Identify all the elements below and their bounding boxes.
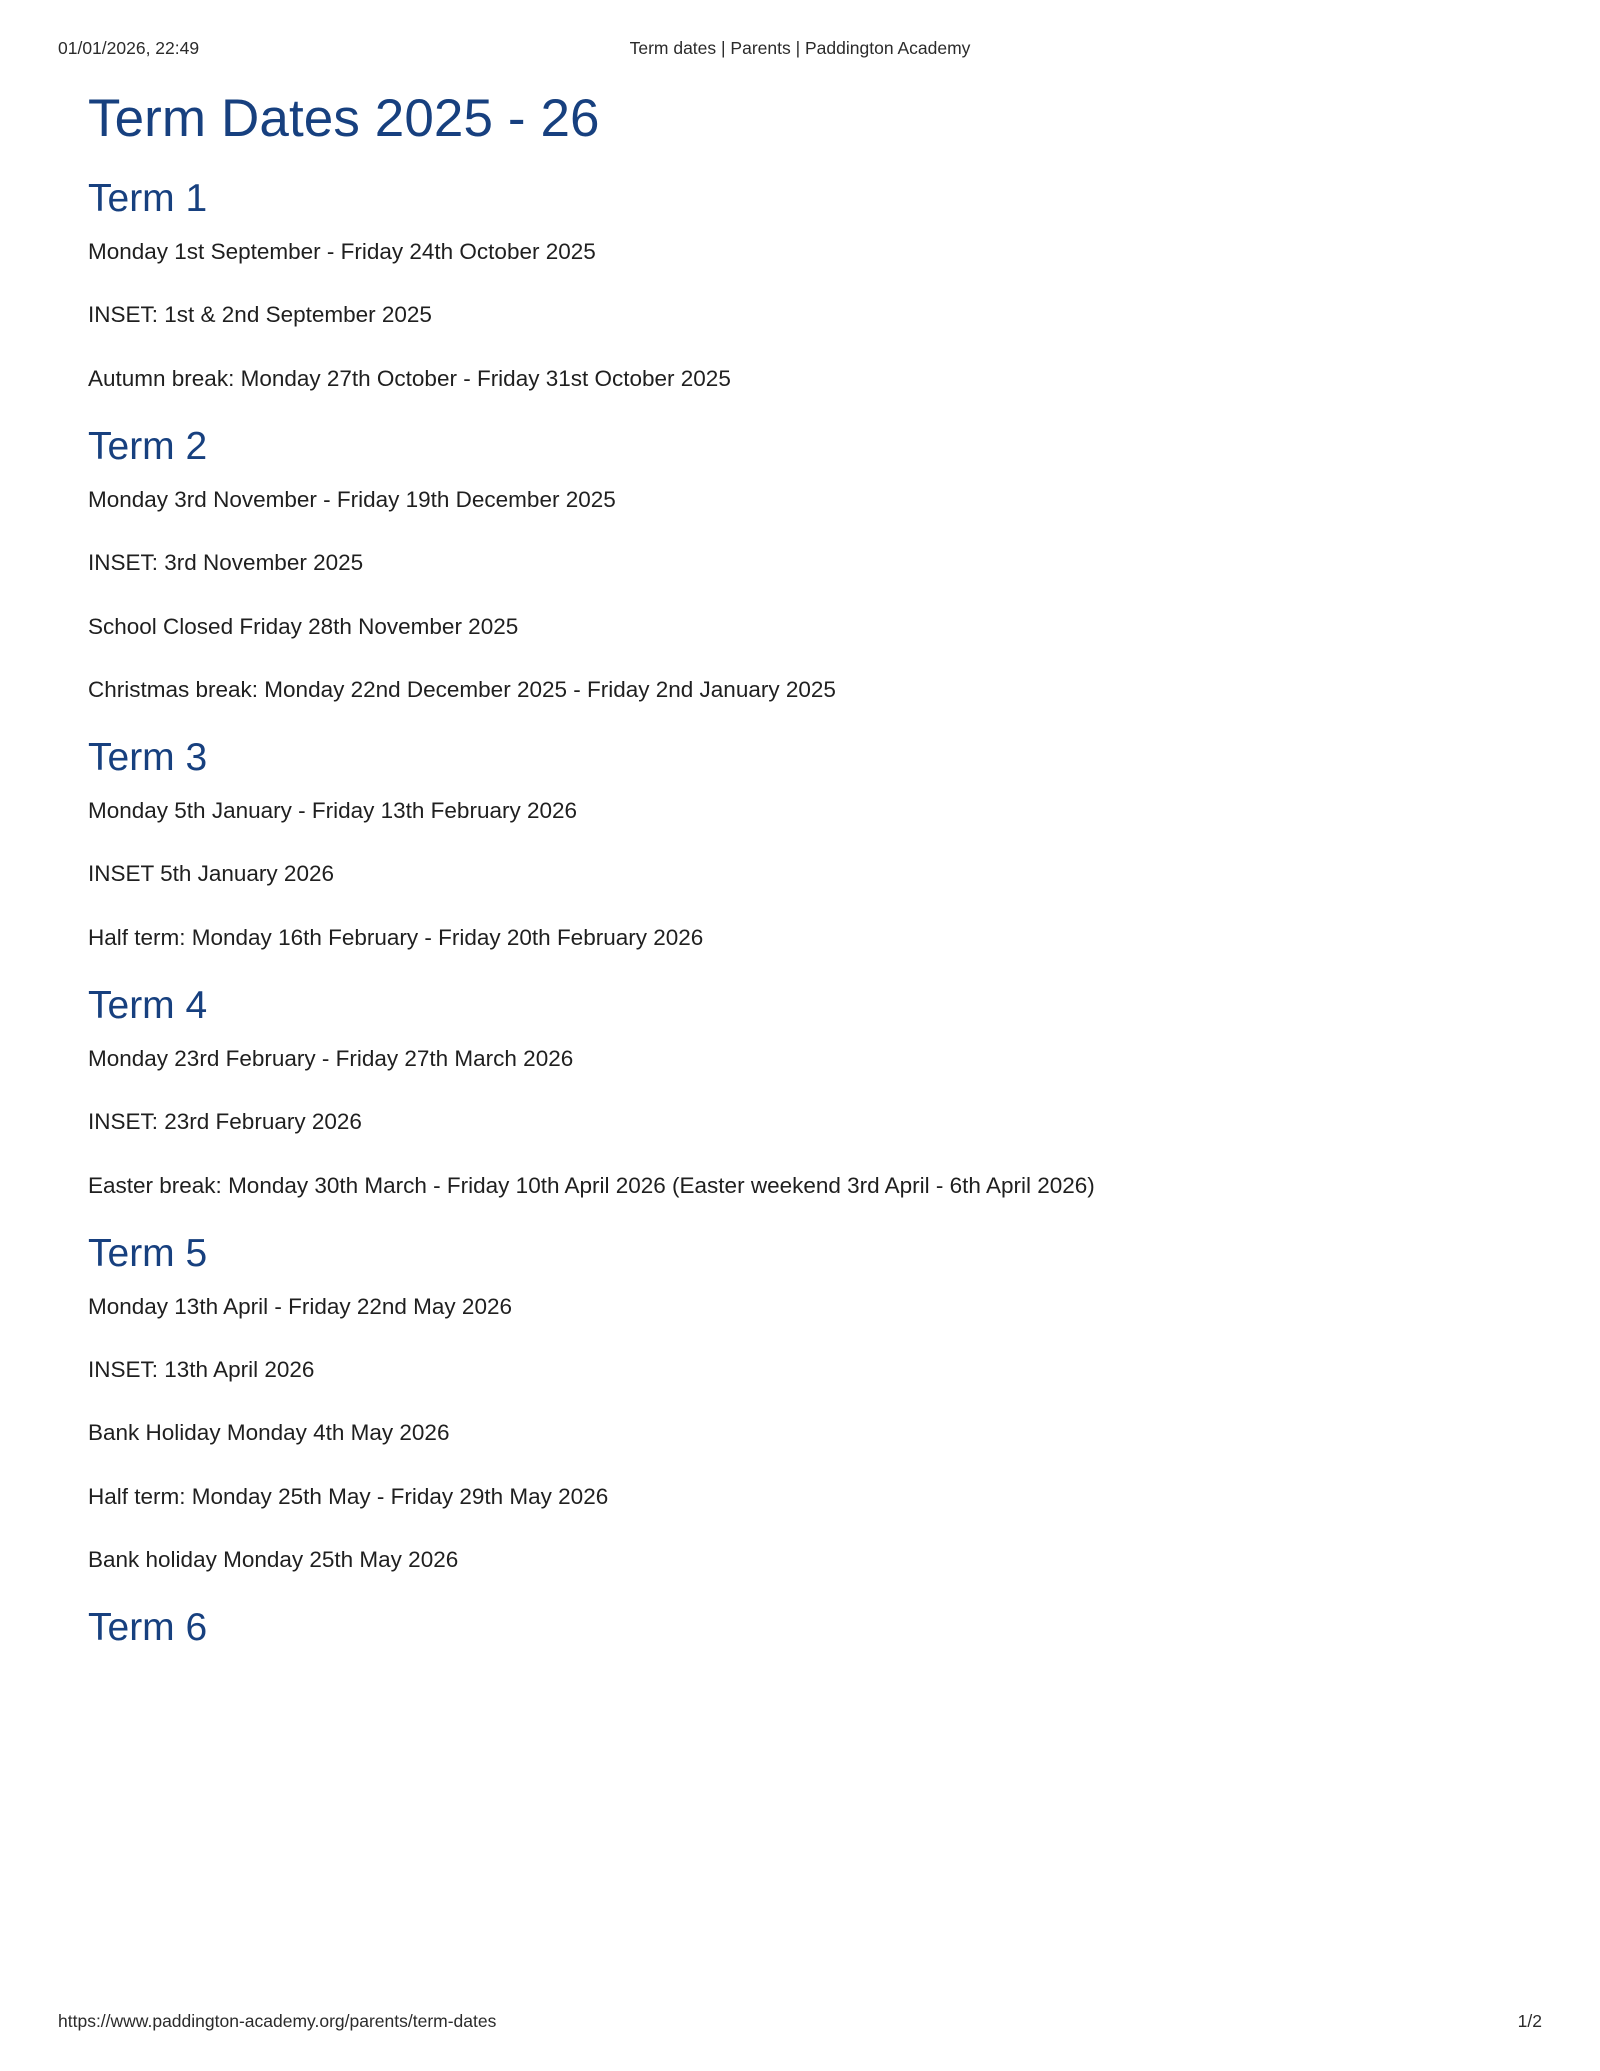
term-heading: Term 6 [88, 1606, 208, 1650]
term-line: Half term: Monday 25th May - Friday 29th May 2026 [88, 1483, 609, 1509]
term-line: Half term: Monday 16th February - Friday 20th February 2026 [88, 924, 704, 950]
term-section-6 [88, 1603, 1508, 1654]
term-line: Bank Holiday Monday 4th May 2026 [88, 1420, 450, 1446]
term-line: INSET: 1st & 2nd September 2025 [88, 302, 432, 328]
term-line: Monday 13th April - Friday 22nd May 2026 [88, 1293, 512, 1319]
term-line: Christmas break: Monday 22nd December 2025 - Friday 2nd January 2025 [88, 676, 836, 702]
term-line: Monday 3rd November - Friday 19th December 2025 [88, 486, 616, 512]
term-heading: Term 4 [88, 984, 208, 1028]
term-line: Autumn break: Monday 27th October - Friday 31st October 2025 [88, 365, 731, 391]
term-line: INSET 5th January 2026 [88, 861, 334, 887]
term-heading: Term 5 [88, 1231, 208, 1275]
print-header [0, 38, 1600, 60]
term-line: Easter break: Monday 30th March - Friday 10th April 2026 (Easter weekend 3rd April - 6th April 2026) [88, 1172, 1095, 1198]
term-section-1 [88, 174, 1508, 394]
print-footer [0, 2011, 1600, 2033]
page-title: Term Dates 2025 - 26 [88, 89, 600, 148]
term-line: School Closed Friday 28th November 2025 [88, 613, 519, 639]
term-line: Bank holiday Monday 25th May 2026 [88, 1547, 459, 1573]
print-footer-url: https://www.paddington-academy.org/parents/term-dates [58, 2011, 497, 2031]
term-line: Monday 5th January - Friday 13th February 2026 [88, 797, 578, 823]
print-header-page-title: Term dates | Parents | Paddington Academy [629, 38, 971, 58]
term-line: INSET: 3rd November 2025 [88, 550, 364, 576]
print-footer-page-number: 1/2 [1517, 2011, 1542, 2031]
term-line: INSET: 13th April 2026 [88, 1356, 315, 1382]
term-line: INSET: 23rd February 2026 [88, 1109, 362, 1135]
term-section-4 [88, 981, 1508, 1201]
term-heading: Term 2 [88, 425, 208, 469]
term-section-2 [88, 422, 1508, 705]
print-header-datetime: 01/01/2026, 22:49 [58, 38, 200, 58]
term-section-5 [88, 1229, 1508, 1576]
term-line: Monday 23rd February - Friday 27th March 2026 [88, 1045, 574, 1071]
term-heading: Term 1 [88, 177, 208, 221]
term-heading: Term 3 [88, 736, 208, 780]
term-line: Monday 1st September - Friday 24th October 2025 [88, 238, 596, 264]
term-section-3 [88, 733, 1508, 953]
document-content [88, 86, 1508, 1670]
